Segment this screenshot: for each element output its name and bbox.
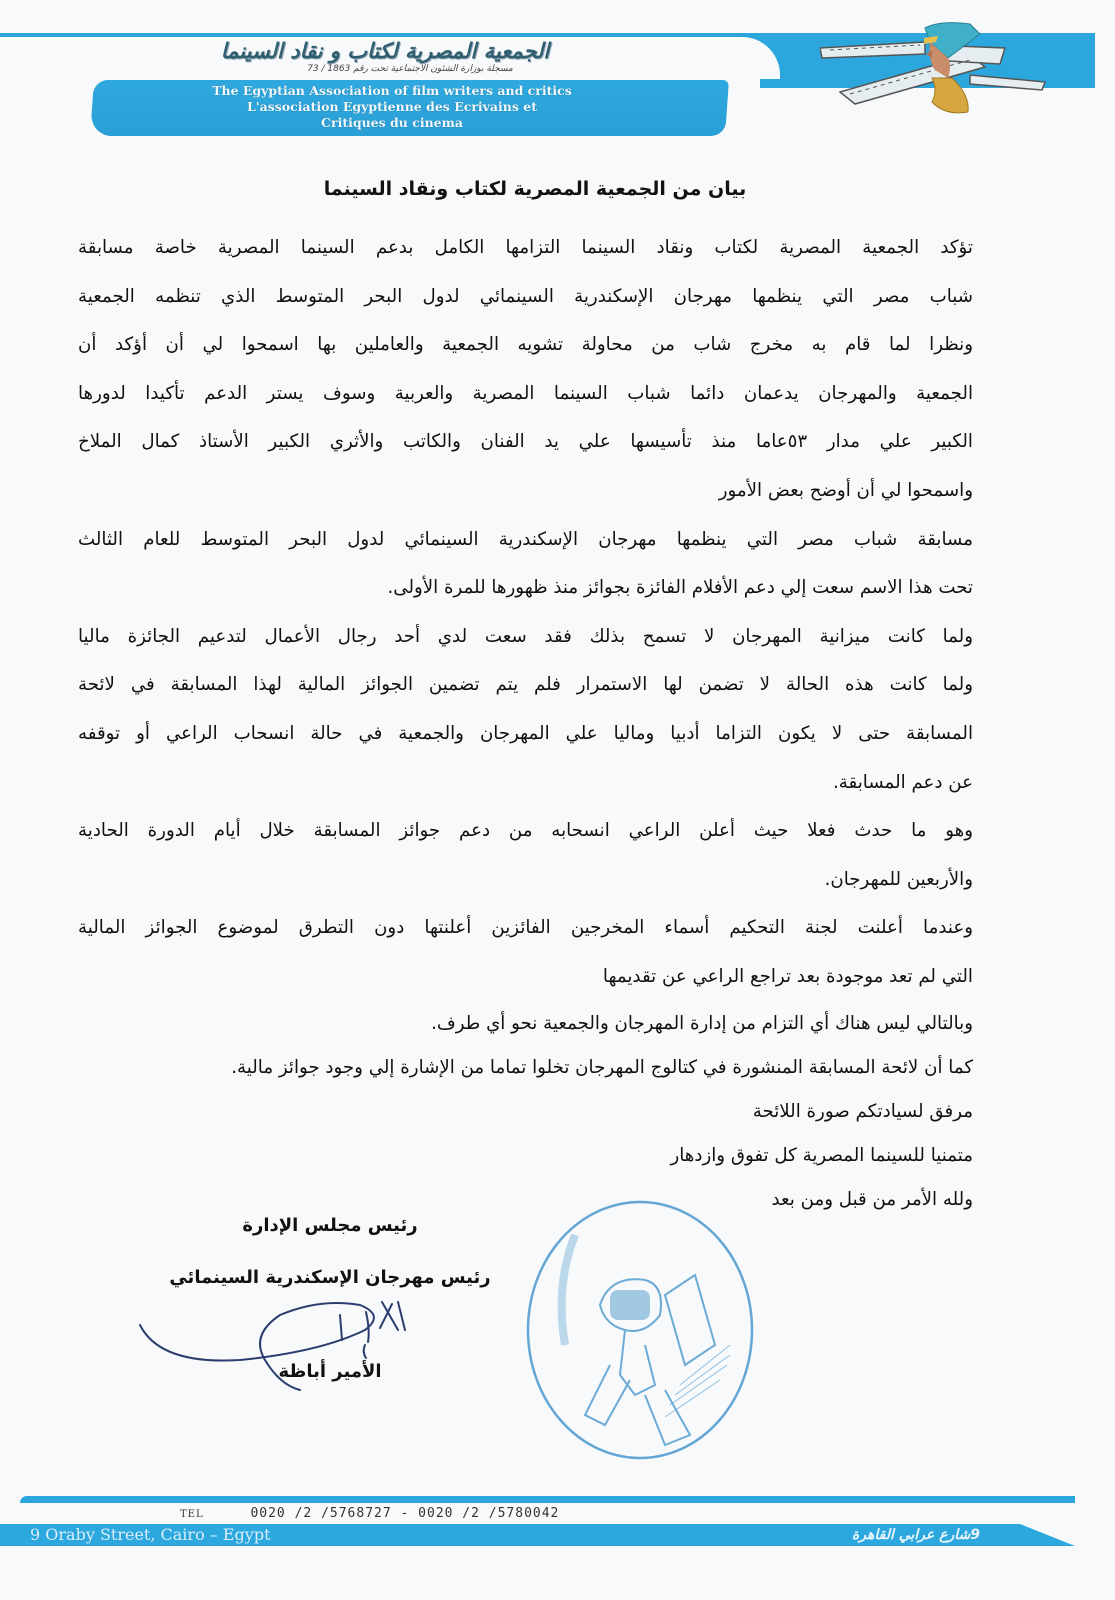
address-arabic: 9شارع عرابي القاهرة: [851, 1527, 980, 1543]
body-line: الكبير علي مدار ٥٣عاما منذ تأسيسها علي يد الفنان والكاتب والأثري الكبير الأستاذ كمال الملاخ: [78, 431, 973, 453]
body-line: والأربعين للمهرجان.: [824, 868, 973, 890]
french-name-line: L'association Egyptienne des Ecrivains et: [247, 99, 537, 114]
body-line: وهو ما حدث فعلا حيث أعلن الراعي انسحابه من دعم جوائز المسابقة خلال أيام الدورة الحادية: [78, 820, 973, 842]
document-title: بيان من الجمعية المصرية لكتاب ونقاد السينما: [323, 178, 747, 200]
body-line: تؤكد الجمعية المصرية لكتاب ونقاد السينما التزامها الكامل بدعم السينما المصرية خاصة مسابقة: [78, 237, 973, 258]
association-english-name: [92, 83, 692, 131]
body-line: كما أن لائحة المسابقة المنشورة في كتالوج المهرجان تخلوا تماما من الإشارة إلي وجود جوائز مالية.: [231, 1056, 973, 1078]
address-english: 9 Oraby Street, Cairo – Egypt: [30, 1525, 271, 1544]
body-line: تحت هذا الاسم سعت إلي دعم الأفلام الفائزة بجوائز منذ ظهورها للمرة الأولى.: [387, 577, 973, 599]
body-line: وبالتالي ليس هناك أي التزام من إدارة المهرجان والجمعية نحو أي طرف.: [431, 1012, 973, 1034]
signatory-title-board: رئيس مجلس الإدارة: [242, 1215, 418, 1236]
body-line: ولما كانت ميزانية المهرجان لا تسمح بذلك فقد سعت لدي أحد رجال الأعمال لتدعيم الجائزة ماليا: [78, 625, 973, 647]
body-line: المسابقة حتى لا يكون التزاما أدبيا وماليا علي المهرجان والجمعية في حالة انسحاب الراعي أو توقفه: [78, 722, 973, 744]
body-line: التي لم تعد موجودة بعد تراجع الراعي عن تقديمها: [602, 965, 973, 987]
french-name-line: Critiques du cinema: [321, 115, 463, 130]
tel-label: TEL: [180, 1509, 204, 1520]
association-arabic-name: الجمعية المصرية لكتاب و نقاد السينما: [220, 39, 550, 63]
signatory-name: الأمير أباظة: [278, 1361, 382, 1382]
association-stamp-icon: [515, 1195, 765, 1465]
body-line: الجمعية والمهرجان يدعمان دائما شباب السينما المصرية والعربية وسوف يستر الدعم تأكيدا لدورها: [78, 382, 973, 404]
body-line: ونظرا لما قام به مخرج شاب من محاولة تشويه الجمعية والعاملين بها اسمحوا لي أن أؤكد أن: [78, 334, 973, 356]
statement-body: [78, 224, 973, 1222]
english-name-line: The Egyptian Association of film writers and critics: [212, 83, 572, 98]
body-line: شباب مصر التي ينظمها مهرجان الإسكندرية السينمائي لدول البحر المتوسط الذي تنظمه الجمعية: [78, 285, 973, 307]
handwritten-signature-icon: [130, 1290, 430, 1400]
tel-numbers: 0020 /2 /5768727 - 0020 /2 /5780042: [250, 1506, 560, 1521]
body-line: مرفق لسيادتكم صورة اللائحة: [752, 1100, 973, 1122]
body-line: ولله الأمر من قبل ومن بعد: [771, 1188, 973, 1210]
nefertiti-filmstrip-logo-icon: [820, 20, 1060, 120]
signatory-title-festival: رئيس مهرجان الإسكندرية السينمائي: [169, 1267, 491, 1288]
footer-top-stripe: [20, 1496, 1075, 1503]
body-line: وعندما أعلنت لجنة التحكيم أسماء المخرجين الفائزين أعلنتها دون التطرق لموضوع الجوائز المالية: [78, 917, 973, 939]
body-line: واسمحوا لي أن أوضح بعض الأمور: [718, 479, 973, 501]
body-line: عن دعم المسابقة.: [833, 771, 973, 793]
body-line: ولما كانت هذه الحالة لا تضمن لها الاستمرار فلم يتم تضمين الجوائز المالية لهذا المسابقة في لائحة: [78, 674, 973, 696]
phone-numbers: [180, 1503, 880, 1525]
body-line: مسابقة شباب مصر التي ينظمها مهرجان الإسكندرية السينمائي لدول البحر المتوسط للعام الثالث: [78, 528, 973, 550]
body-line: متمنيا للسينما المصرية كل تفوق وازدهار: [670, 1144, 973, 1166]
registration-number: مسجلة بوزارة الشئون الاجتماعية تحت رقم 1863 / 73: [307, 64, 513, 74]
